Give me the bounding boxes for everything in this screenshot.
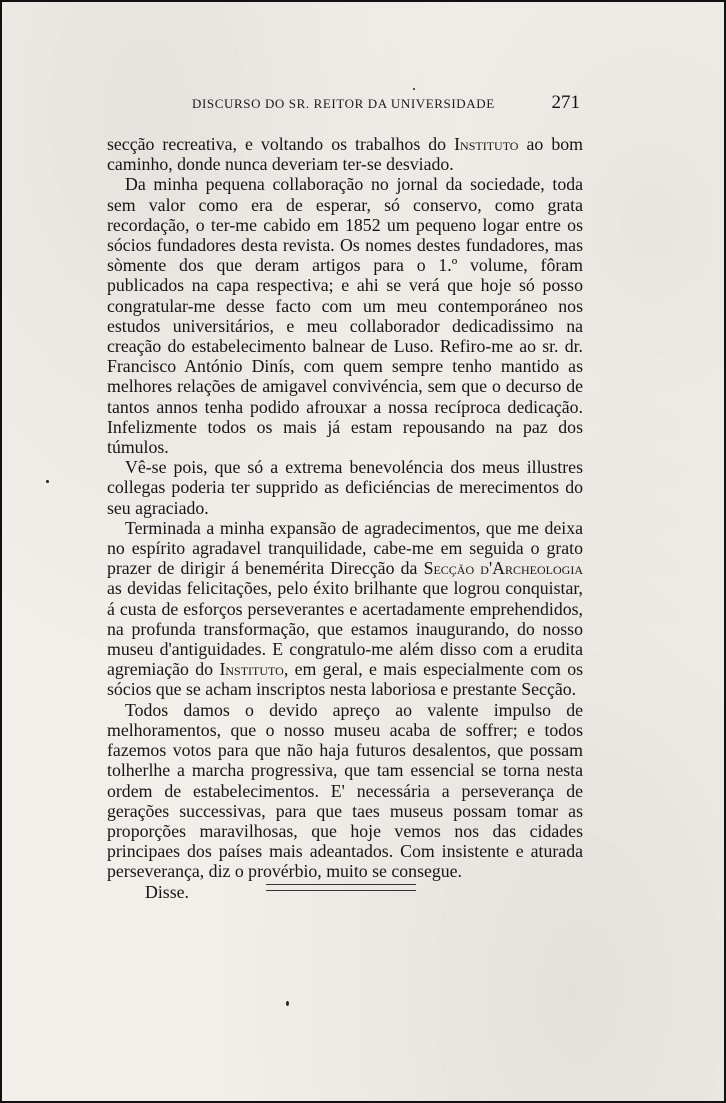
running-head <box>192 92 592 116</box>
ink-speck <box>286 1001 289 1006</box>
institute-name: Instituto <box>454 134 519 154</box>
paragraph-1-end: ao bom caminho, donde nunca deveriam ter-se desviado. <box>107 134 583 175</box>
ink-speck <box>413 88 415 90</box>
paragraph-1-text: secção recreativa, e voltando os trabalhos do <box>107 134 447 154</box>
section-name: Secção d'Archeologia <box>423 558 583 579</box>
paragraph-2: Da minha pequena collaboração no jornal da sociedade, toda sem valor como era de esperar, só conservo, como grata recordação, o ter-me cabido em 1852 um pequeno logar entre os sócios fundadores desta revista. Os nomes destes fundadores, mas sòmente dos que deram artigos para o 1.º volume, fôram publicados na capa respectiva; e ahi se verá que hoje só posso congratular-me desse facto com um meu contemporáneo nos estudos universitários, e meu collaborador dedicadissimo na creação do estabelecimento balnear de Luso. Refiro-me ao sr. dr. Francisco António Dinís, com quem sempre tenho mantido as melhores relações de amigavel convivéncia, sem que o decurso de tantos annos tenha podido afrouxar a nossa recíproca dedicação. Infelizmente todos os mais já estam repousando na paz dos túmulos. <box>107 174 583 458</box>
body-text <box>107 134 583 902</box>
running-title: DISCURSO DO SR. REITOR DA UNIVERSIDADE <box>192 96 495 111</box>
paragraph-3: Vê-se pois, que só a extrema benevoléncia dos meus illustres collegas poderia ter supprido as deficiéncias de merecimentos do seu agraciado. <box>107 457 583 518</box>
signoff: Disse. <box>145 881 189 902</box>
paragraph-4-text-c: , em geral, e mais especialmente com os sócios que se acham inscriptos nesta laboriosa e prestante Secção. <box>107 659 584 700</box>
paragraph-4-text-b: as devidas felicitações, pelo éxito brilhante que logrou conquistar, á custa de esforços perseverantes e acertadamente emprehendidos, na profunda transformação, que estamos inaugurando, do nosso museu d'antiguidades. E congratulo-me além disso com a erudita agremiação do <box>107 578 583 680</box>
paragraph-1 <box>107 134 583 174</box>
paragraph-4-text-a: Terminada a minha expansão de agradecimentos, que me deixa no espírito agradavel tranquilidade, cabe-me em seguida o grato prazer de dirigir á benemérita Direcção da <box>107 517 583 579</box>
page-number: 271 <box>551 92 580 113</box>
section-divider <box>266 884 416 891</box>
paragraph-4 <box>107 518 583 700</box>
paragraph-5: Todos damos o devido apreço ao valente impulso de melhoramentos, que o nosso museu acaba de soffrer; e todos fazemos votos para que não haja futuros desalentos, que possam tolherlhe a marcha progressiva, que tam essencial se torna nesta ordem de estabelecimentos. E' necessária a perseverança de gerações successivas, para que taes museus possam tomar as proporções maravilhosas, que hoje vemos nos das cidades principaes dos países mais adeantados. Com insistente e aturada perseverança, diz o provérbio, muito se consegue. <box>107 699 583 882</box>
ink-speck <box>46 480 49 483</box>
institute-name-2: Instituto <box>219 659 284 680</box>
